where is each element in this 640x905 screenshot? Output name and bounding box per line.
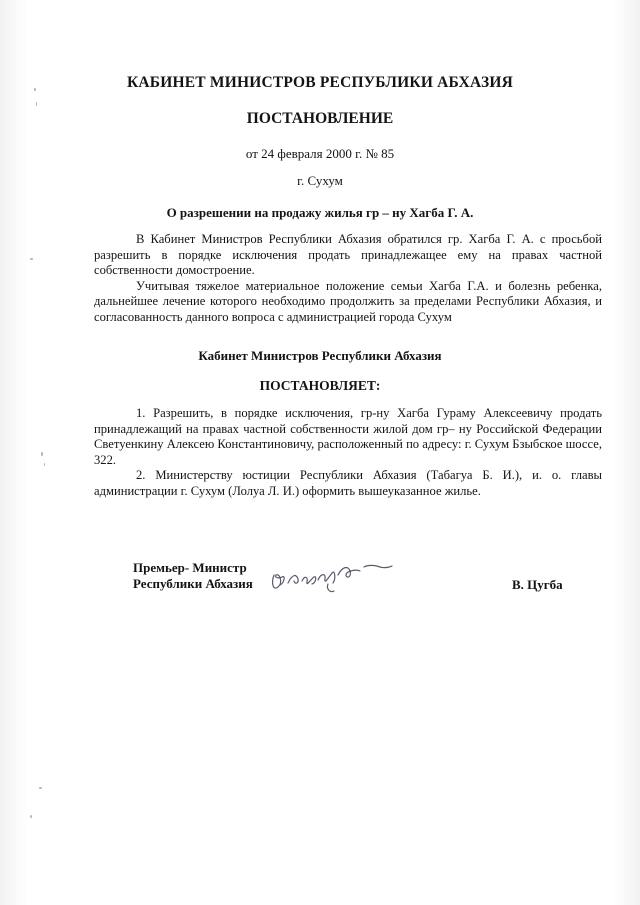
operative-item-2: 2. Министерству юстиции Республики Абхазия (Табагуа Б. И.), и. о. главы администрации г. Сухум (Лолуа Л. И.) оформить вышеуказанное жилье. — [94, 468, 602, 498]
scan-edge-right — [612, 0, 640, 905]
preamble-paragraph-2: Учитывая тяжелое материальное положение семьи Хагба Г.А. и болезнь ребенка, дальнейшее лечение которого необходимо продолжить за пределами Республики Абхазия, и согласованность данного вопроса с администрацией города Сухум — [94, 278, 602, 324]
scan-speck — [36, 102, 37, 106]
preamble-paragraph-1: В Кабинет Министров Республики Абхазия обратился гр. Хагба Г. А. с просьбой разрешить в порядке исключения продать принадлежащее ему на правах частной собственности домостроение. — [94, 232, 602, 277]
handwritten-signature — [268, 553, 398, 597]
scan-speck — [30, 258, 33, 260]
signatory-title — [133, 560, 253, 592]
document-type-heading: ПОСТАНОВЛЕНИЕ — [246, 110, 394, 127]
scan-speck — [30, 815, 32, 818]
resolves-heading: ПОСТАНОВЛЯЕТ: — [259, 378, 381, 393]
subject-heading: О разрешении на продажу жилья гр – ну Хагба Г. А. — [166, 205, 474, 220]
scan-edge-left — [0, 0, 28, 905]
operative-section — [94, 406, 602, 499]
city-line: г. Сухум — [297, 173, 343, 188]
scan-speck — [44, 463, 45, 466]
operative-item-1: 1. Разрешить, в порядке исключения, гр-ну Хагба Гураму Алексеевичу продать принадлежащий на правах частной собственности жилой дом гр– ну Российской Федерации Светуенкину Алексею Константиновичу, расположенный по адресу: г. Сухум Бзыбское шоссе, 322. — [94, 406, 602, 467]
signatory-title-line-2: Республики Абхазия — [133, 576, 253, 591]
organization-heading: КАБИНЕТ МИНИСТРОВ РЕСПУБЛИКИ АБХАЗИЯ — [126, 74, 514, 91]
preamble — [94, 232, 602, 325]
signatory-name: В. Цугба — [512, 577, 563, 592]
date-number-line: от 24 февраля 2000 г. № 85 — [245, 146, 395, 161]
signatory-title-line-1: Премьер- Министр — [133, 560, 247, 575]
scan-speck — [39, 787, 42, 789]
scan-speck — [41, 452, 43, 456]
resolving-body: Кабинет Министров Республики Абхазия — [198, 348, 442, 363]
